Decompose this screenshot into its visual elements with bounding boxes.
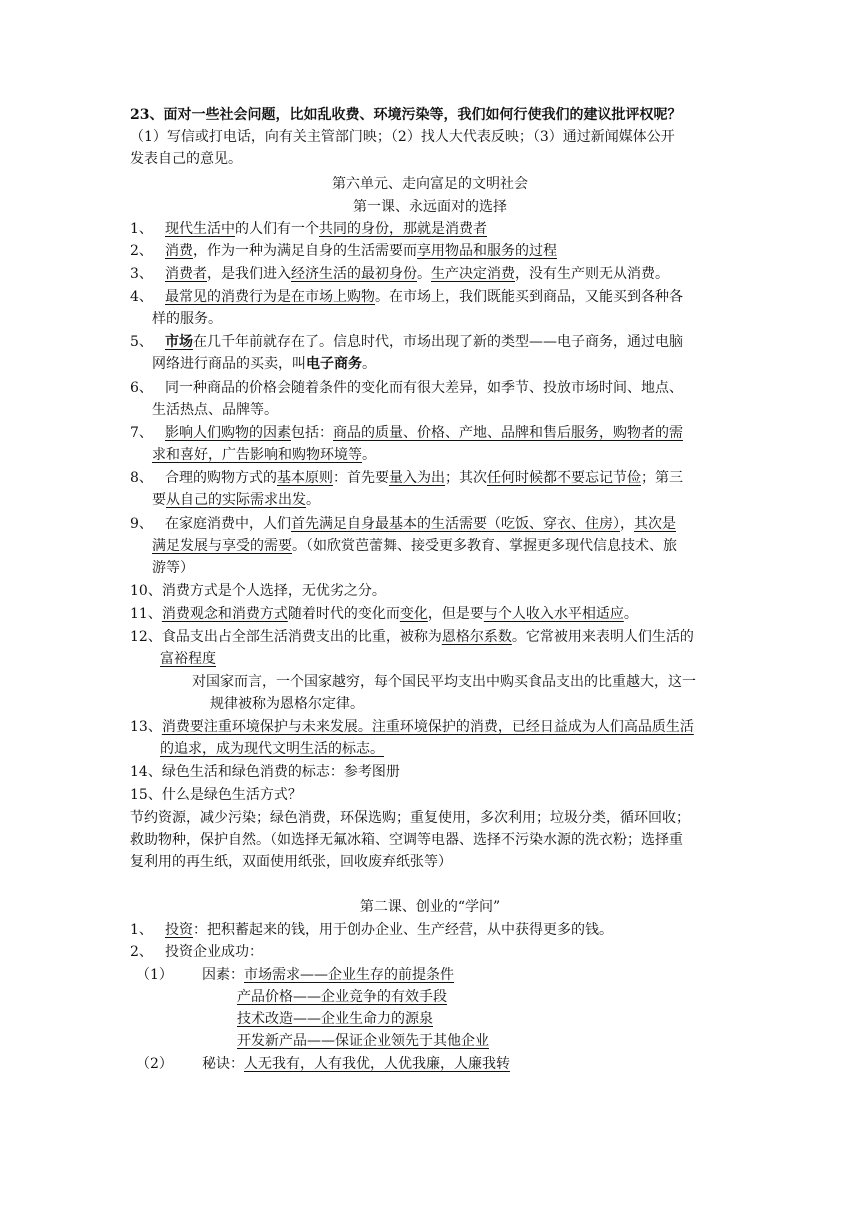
item-text: ；第三 (641, 470, 683, 486)
item-text: 。 (623, 606, 638, 622)
factor-label: 因素： (202, 967, 244, 983)
item-6 (130, 377, 683, 399)
underlined-text: 富裕程度 (160, 651, 216, 667)
underlined-text: 享用物品和服务的过程 (417, 243, 557, 259)
underlined-text: 恩格尔系数 (441, 629, 512, 645)
item-text: 网络进行商品的买卖，叫 (152, 356, 306, 372)
item-number: 5、 (130, 334, 153, 350)
answer-23-line-2: 发表自己的意见。 (130, 151, 242, 167)
item-text: ，作为一种为满足自身的生活需要而 (193, 243, 417, 259)
item-13-line-2 (160, 738, 384, 760)
item-15: 15、什么是绿色生活方式？ (130, 787, 302, 803)
underlined-text: 人无我有，人有我优，人优我廉，人廉我转 (244, 1056, 510, 1072)
underlined-text: 量入为出 (389, 470, 445, 486)
item-text: ，但是要 (427, 606, 484, 622)
item-text: 在家庭消费中，人们 (165, 516, 291, 532)
answer-23-line-1: （1）写信或打电话，向有关主管部门映；（2）找人大代表反映；（3）通过新闻媒体公开 (130, 129, 675, 145)
item-number: 2、 (130, 243, 153, 259)
item-number: 11、 (130, 606, 162, 622)
underlined-text: 消费观念和消费方式 (161, 606, 288, 622)
underlined-text: 其次是 (634, 516, 676, 532)
item-text: 。 (362, 356, 376, 372)
item-9-line-3: 游等） (152, 560, 194, 576)
underlined-text: 开发新产品——保证企业领先于其他企业 (237, 1033, 489, 1049)
item-number: 1、 (130, 221, 153, 237)
item-3 (130, 263, 669, 285)
factors-line-3 (237, 1008, 433, 1030)
underlined-text: 的追求，成为现代文明生活的标志。 (160, 741, 384, 757)
item-number: 3、 (130, 266, 153, 282)
item-text: 在几千年前就存在了。信息时代，市场出现了新的类型——电子商务，通过电脑 (193, 334, 683, 350)
item-text: 12、食品支出占全部生活消费支出的比重，被称为 (130, 629, 442, 645)
item-8-line-2 (152, 489, 320, 511)
underlined-text: 商品的质量、价格、产地、品牌和售后服务，购物者的需 (333, 425, 683, 441)
item-11 (130, 603, 638, 625)
item-text: ，是我们进入 (207, 266, 291, 282)
item-7 (130, 422, 683, 444)
item-5-line-2 (152, 353, 376, 375)
item-text: ：首先要 (333, 470, 389, 486)
item-14: 14、绿色生活和绿色消费的标志：参考图册 (130, 764, 400, 780)
item-number: 13、 (130, 719, 162, 735)
item-text: 。它常被用来表明人们生活的 (511, 629, 694, 645)
secret-label: 秘诀： (202, 1056, 244, 1072)
item-number: 8、 (130, 470, 153, 486)
item-8 (130, 467, 683, 489)
item-5 (130, 331, 683, 353)
item-number: 9、 (130, 516, 153, 532)
underlined-text: 任何时候都不要忘记节俭 (487, 470, 641, 486)
underlined-text: 变化 (399, 606, 428, 622)
underlined-text: 经济生活的最初身份 (291, 266, 417, 282)
underlined-text: 满足发展与享受的需要 (152, 538, 292, 554)
question-23: 23、面对一些社会问题，比如乱收费、环境污染等，我们如何行使我们的建议批评权呢？ (130, 107, 682, 123)
underlined-text: 消费 (165, 243, 193, 259)
underlined-text: 市场 (165, 334, 193, 350)
bold-text: 电子商务 (306, 356, 362, 372)
underlined-text: 市场需求——企业生存的前提条件 (244, 967, 454, 983)
item-text: 。（如欣赏芭蕾舞、接受更多教育、掌握更多现代信息技术、旅 (292, 538, 677, 554)
item-text: ， (620, 516, 634, 532)
item-9 (130, 513, 676, 535)
item-text: 同一种商品的价格会随着条件的变化而有很大差异，如季节、投放市场时间、地点、 (165, 380, 683, 396)
item-9-line-2 (152, 535, 677, 557)
item-12-line-4: 规律被称为恩格尔定律。 (210, 696, 364, 712)
underlined-text: 影响人们购物的因素 (165, 425, 291, 441)
lesson-2-title: 第二课、创业的“学问” (359, 899, 501, 915)
underlined-text: 投资 (165, 922, 193, 938)
factor-number: （1） (136, 967, 173, 983)
underlined-text: 基本原则 (277, 470, 333, 486)
underlined-text: 最常见的消费行为是在市场上购物 (165, 289, 375, 305)
item-2 (130, 240, 557, 262)
underlined-text: 消费要注重环境保护与未来发展。注重环境保护的消费，已经日益成为人们高品质生活 (161, 719, 694, 735)
green-life-line-1: 节约资源，减少污染；绿色消费，环保选购；重复使用，多次利用；垃圾分类，循环回收； (130, 810, 690, 826)
item-number: 7、 (130, 425, 153, 441)
item-text: 包括： (291, 425, 333, 441)
underlined-text: 求和喜好，广告影响和购物环境等 (152, 447, 362, 463)
underlined-text: 消费者 (165, 266, 207, 282)
item-text: 投资企业成功： (165, 944, 263, 960)
item-text: 随着时代的变化而 (287, 606, 400, 622)
item-number: 4、 (130, 289, 153, 305)
unit-title: 第六单元、走向富足的文明社会 (332, 176, 528, 192)
item-12-line-3: 对国家而言，一个国家越穷，每个国民平均支出中购买食品支出的比重越大，这一 (192, 674, 696, 690)
secret-number: （2） (136, 1056, 173, 1072)
item-12 (130, 626, 694, 648)
item-13 (130, 716, 694, 738)
item-text: 合理的购物方式的 (165, 470, 277, 486)
item-1 (130, 218, 487, 240)
lesson-2-item-2 (130, 941, 263, 963)
item-text: 要 (152, 492, 166, 508)
underlined-text: 共同的身份，那就是消费者 (319, 221, 487, 237)
lesson-1-title: 第一课、永远面对的选择 (353, 199, 507, 215)
item-text: 。 (417, 266, 431, 282)
underlined-text: 产品价格——企业竞争的有效手段 (237, 989, 447, 1005)
factors-line-2 (237, 986, 447, 1008)
green-life-line-3: 复利用的再生纸，双面使用纸张，回收废弃纸张等） (130, 854, 452, 870)
item-text: 。 (362, 447, 376, 463)
item-text: 。在市场上，我们既能买到商品，又能买到各种各 (375, 289, 683, 305)
underlined-text: 生产决定消费 (431, 266, 515, 282)
underlined-text: 技术改造——企业生命力的源泉 (237, 1011, 433, 1027)
underlined-text: 与个人收入水平相适应 (483, 606, 624, 622)
lesson-2-item-1 (130, 919, 613, 941)
item-number: 1、 (130, 922, 153, 938)
green-life-line-2: 救助物种，保护自然。（如选择无氟冰箱、空调等电器、选择不污染水源的洗衣粉；选择重 (130, 832, 683, 848)
factors-line-1 (202, 964, 454, 986)
item-number: 2、 (130, 944, 153, 960)
item-6-line-2: 生活热点、品牌等。 (152, 402, 278, 418)
item-4 (130, 286, 683, 308)
item-text: 。 (306, 492, 320, 508)
item-4-line-2: 样的服务。 (152, 311, 222, 327)
item-12-line-2 (160, 648, 216, 670)
underlined-text: 首先满足自身最基本的生活需要（吃饭、穿衣、住房） (291, 516, 620, 532)
item-10: 10、消费方式是个人选择，无优劣之分。 (130, 583, 386, 599)
item-text: ；其次 (445, 470, 487, 486)
factors-line-4 (237, 1030, 489, 1052)
item-text: ，没有生产则无从消费。 (515, 266, 669, 282)
item-number: 6、 (130, 380, 153, 396)
underlined-text: 现代生活中 (165, 221, 235, 237)
secret-line (202, 1053, 510, 1075)
item-text: ：把积蓄起来的钱，用于创办企业、生产经营，从中获得更多的钱。 (193, 922, 613, 938)
underlined-text: 从自己的实际需求出发 (166, 492, 306, 508)
item-text: 的人们有一个 (235, 221, 319, 237)
item-7-line-2 (152, 444, 376, 466)
